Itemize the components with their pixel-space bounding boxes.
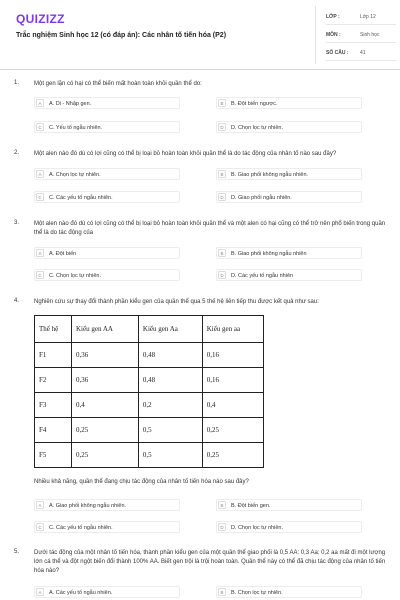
option-letter: B <box>218 501 226 509</box>
table-row <box>35 443 264 468</box>
option-d[interactable] <box>216 521 362 533</box>
table-cell: 0,16 <box>202 343 263 368</box>
table-cell: F5 <box>35 443 72 468</box>
question-text: Một gen lặn có hại có thể biến mất hoàn toàn khỏi quần thể do: <box>34 81 202 87</box>
option-a[interactable] <box>34 247 180 259</box>
table-header-cell: Thế hệ <box>35 316 72 343</box>
option-b[interactable] <box>216 499 362 511</box>
option-d[interactable] <box>216 191 362 203</box>
option-c[interactable] <box>34 521 180 533</box>
option-letter: D <box>218 123 226 131</box>
table-row <box>35 368 264 393</box>
question-number: 4. <box>14 298 20 304</box>
meta-subject: MÔN : Sinh học <box>326 28 396 43</box>
worksheet-meta <box>315 6 394 64</box>
genotype-table <box>34 315 264 468</box>
option-letter: D <box>218 271 226 279</box>
table-cell: 0,36 <box>72 343 139 368</box>
option-letter: A <box>36 249 44 257</box>
option-text: A. Đột biến <box>49 250 77 257</box>
option-text: D. Chọn lọc tự nhiên. <box>231 124 283 131</box>
option-letter: B <box>218 249 226 257</box>
option-a[interactable] <box>34 586 180 598</box>
option-text: A. Chọn lọc tự nhiên. <box>49 171 101 178</box>
question-number: 3. <box>14 220 20 226</box>
worksheet-header <box>0 0 400 70</box>
option-letter: D <box>218 523 226 531</box>
option-letter: C <box>36 123 44 131</box>
option-text: A. Di - Nhập gen. <box>49 100 92 107</box>
table-cell: 0,48 <box>138 343 202 368</box>
table-cell: 0,25 <box>72 443 139 468</box>
table-header-row <box>35 316 264 343</box>
option-letter: B <box>218 170 226 178</box>
table-cell: F2 <box>35 368 72 393</box>
option-b[interactable] <box>216 97 362 109</box>
table-header-cell: Kiểu gen AA <box>72 316 139 343</box>
option-c[interactable] <box>34 191 180 203</box>
option-letter: B <box>218 588 226 596</box>
option-text: C. Yếu tố ngẫu nhiên. <box>49 124 103 131</box>
table-cell: F4 <box>35 418 72 443</box>
question-text: Một alen nào đó dù có lợi cũng có thể bị loại bỏ hoàn toàn khỏi quần thể và một alen có hại cũng có thể trở nên phổ biến trong quần thể là do tác động của <box>34 221 386 236</box>
table-cell: 0,4 <box>72 393 139 418</box>
option-text: B. Chọn lọc tự nhiên. <box>231 589 283 596</box>
question-number: 2. <box>14 150 20 156</box>
option-a[interactable] <box>34 97 180 109</box>
option-text: C. Các yếu tố ngẫu nhiên. <box>49 194 113 201</box>
question-text: Một alen nào đó dù có lợi cũng có thể bị loại bỏ hoàn toàn khỏi quần thể là do tác động của nhân tố nào sau đây? <box>34 151 337 157</box>
option-text: D. Các yếu tố ngẫu nhiên <box>231 272 294 279</box>
option-text: C. Chọn lọc tự nhiên. <box>49 272 101 279</box>
table-cell: 0,25 <box>202 418 263 443</box>
option-a[interactable] <box>34 499 180 511</box>
option-letter: C <box>36 193 44 201</box>
table-cell: 0,25 <box>72 418 139 443</box>
option-text: B. Giao phối không ngẫu nhiên. <box>231 171 309 178</box>
question-text: Dưới tác động của một nhân tố tiến hóa, thành phần kiểu gen của một quần thể giao phối là 0,5 AA: 0,3 Aa: 0,2 aa mất đi một lượng lớn cá thể và đột ngột biến đổi thành 100% AA. Biết gen trội là trội hoàn toàn. Quần thể này có thể đã chịu tác động của nhân tố tiến hóa nào? <box>34 550 386 574</box>
meta-question-count: SỐ CÂU : 41 <box>326 46 396 61</box>
option-a[interactable] <box>34 168 180 180</box>
option-letter: A <box>36 501 44 509</box>
option-b[interactable] <box>216 168 362 180</box>
option-d[interactable] <box>216 269 362 281</box>
table-cell: 0,25 <box>202 443 263 468</box>
meta-class: LỚP : Lớp 12 <box>326 10 396 25</box>
option-text: B. Đột biến gen. <box>231 502 271 509</box>
table-row <box>35 418 264 443</box>
question-number: 1. <box>14 80 20 86</box>
option-letter: C <box>36 523 44 531</box>
option-letter: A <box>36 588 44 596</box>
table-header-cell: Kiểu gen aa <box>202 316 263 343</box>
table-cell: F1 <box>35 343 72 368</box>
option-text: B. Đột biến ngược. <box>231 100 278 107</box>
option-text: A. Các yếu tố ngẫu nhiên. <box>49 589 113 596</box>
option-b[interactable] <box>216 586 362 598</box>
table-cell: 0,48 <box>138 368 202 393</box>
option-letter: A <box>36 99 44 107</box>
table-cell: 0,16 <box>202 368 263 393</box>
option-text: B. Giao phối không ngẫu nhiên <box>231 250 307 257</box>
question-text: Nghiên cứu sự thay đổi thành phần kiểu gen của quần thể qua 5 thế hệ liên tiếp thu được kết quả như sau: <box>34 299 319 305</box>
table-row <box>35 393 264 418</box>
option-text: D. Giao phối ngẫu nhiên. <box>231 194 292 201</box>
table-row <box>35 343 264 368</box>
option-text: D. Chọn lọc tự nhiên. <box>231 524 283 531</box>
table-cell: F3 <box>35 393 72 418</box>
option-letter: C <box>36 271 44 279</box>
table-cell: 0,5 <box>138 443 202 468</box>
option-letter: B <box>218 99 226 107</box>
question-followup: Nhiều khả năng, quần thể đang chịu tác động của nhân tố tiến hóa nào sau đây? <box>34 479 249 485</box>
option-d[interactable] <box>216 121 362 133</box>
table-cell: 0,2 <box>138 393 202 418</box>
table-cell: 0,36 <box>72 368 139 393</box>
option-text: A. Giao phối không ngẫu nhiên. <box>49 502 127 509</box>
worksheet-title: Trắc nghiệm Sinh học 12 (có đáp án): Các nhân tố tiến hóa (P2) <box>16 32 227 39</box>
option-b[interactable] <box>216 247 362 259</box>
table-cell: 0,4 <box>202 393 263 418</box>
quizizz-logo: QUIZIZZ <box>16 12 65 26</box>
option-letter: A <box>36 170 44 178</box>
option-c[interactable] <box>34 121 180 133</box>
question-number: 5. <box>14 549 20 555</box>
table-cell: 0,5 <box>138 418 202 443</box>
option-letter: D <box>218 193 226 201</box>
table-header-cell: Kiểu gen Aa <box>138 316 202 343</box>
option-c[interactable] <box>34 269 180 281</box>
option-text: C. Các yếu tố ngẫu nhiên. <box>49 524 113 531</box>
